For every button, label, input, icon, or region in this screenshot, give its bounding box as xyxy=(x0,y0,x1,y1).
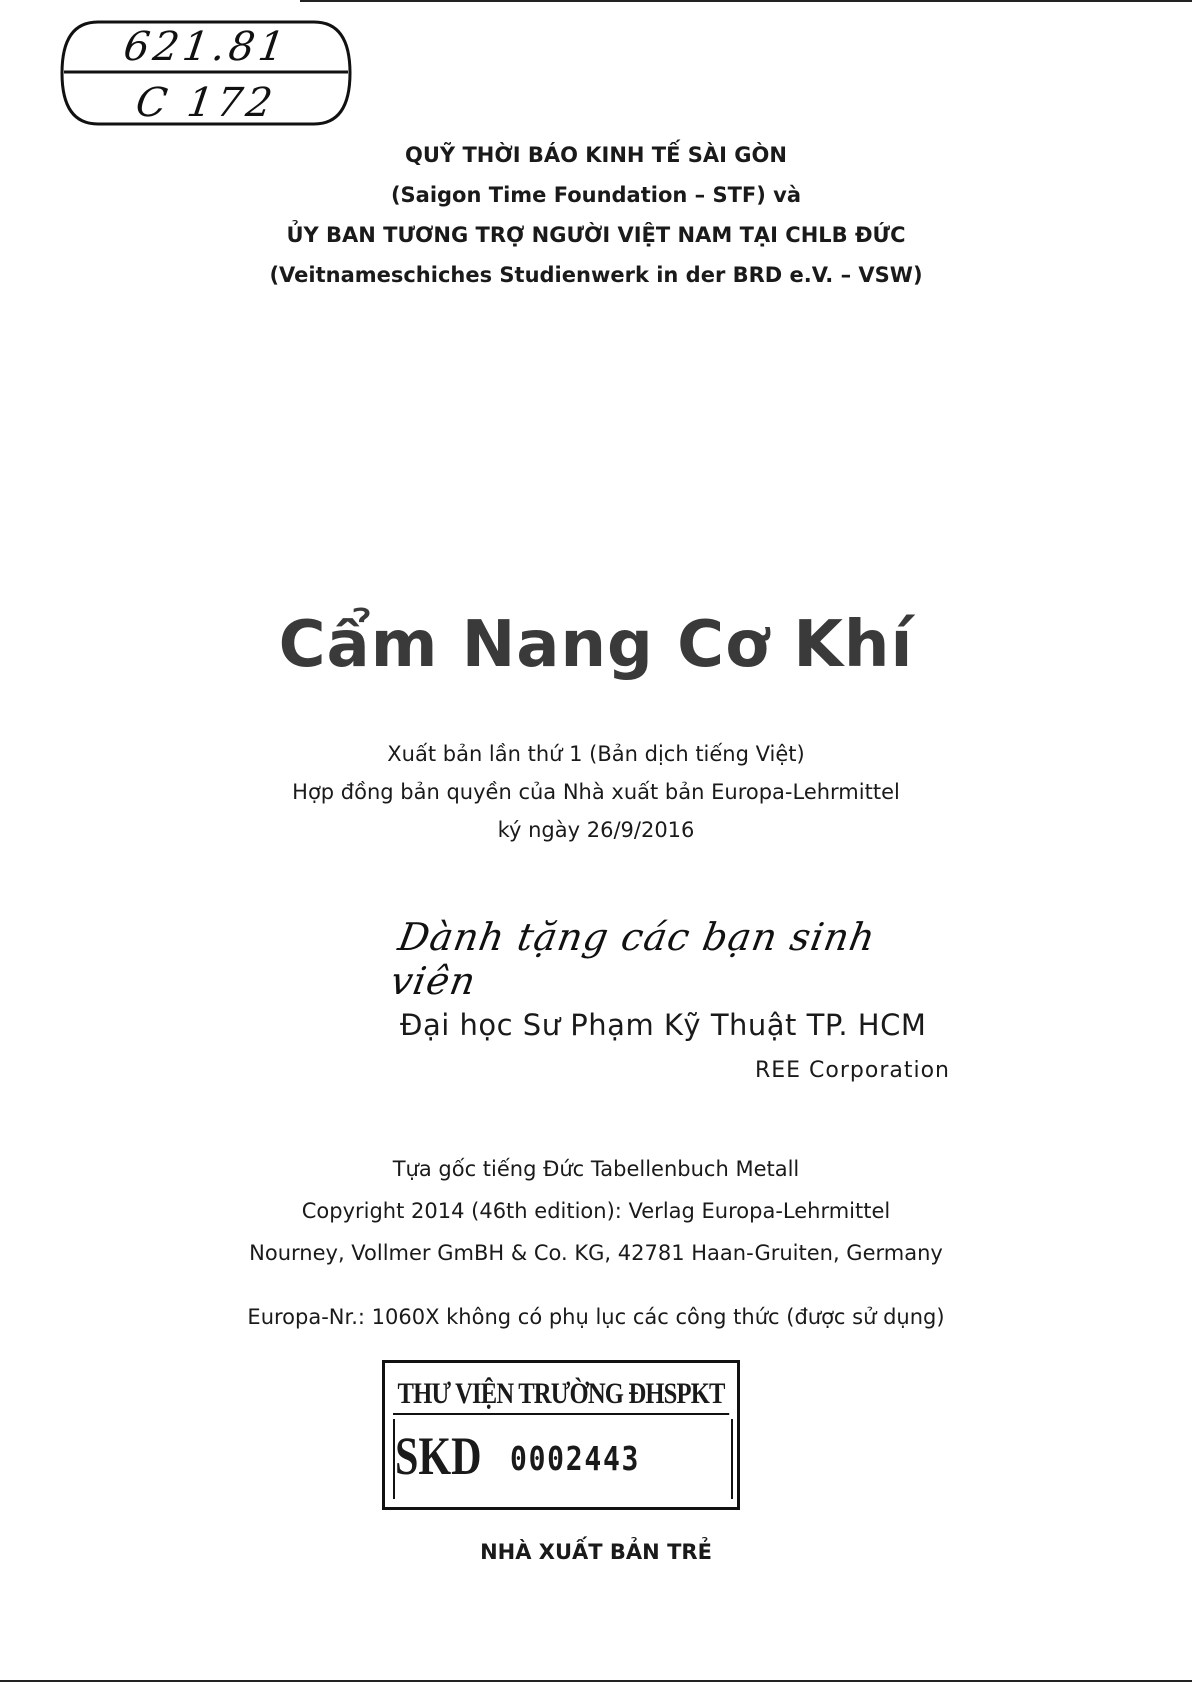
scan-edge-bottom xyxy=(0,1680,1192,1682)
organizations-block xyxy=(0,135,1192,295)
original-line-1: Tựa gốc tiếng Đức Tabellenbuch Metall xyxy=(392,1157,800,1181)
edition-line-2: Hợp đồng bản quyền của Nhà xuất bản Europa-Lehrmittel xyxy=(292,780,900,804)
handwritten-dedication: Dành tặng các bạn sinh viên xyxy=(387,915,880,1003)
call-number-cutter: C 172 xyxy=(132,80,280,126)
org-line-4: (Veitnameschiches Studienwerk in der BRD e.V. – VSW) xyxy=(269,263,923,287)
original-line-2: Copyright 2014 (46th edition): Verlag Europa-Lehrmittel xyxy=(301,1199,891,1223)
europa-number-note: Europa-Nr.: 1060X không có phụ lục các công thức (được sử dụng) xyxy=(247,1305,945,1329)
call-number-class: 621.81 xyxy=(120,24,292,70)
call-number-stamp xyxy=(58,18,354,128)
original-title-block xyxy=(0,1148,1192,1274)
publisher-name: NHÀ XUẤT BẢN TRẺ xyxy=(480,1540,712,1564)
edition-line-1: Xuất bản lần thứ 1 (Bản dịch tiếng Việt) xyxy=(387,742,805,766)
library-stamp xyxy=(382,1360,740,1510)
university-name: Đại học Sư Phạm Kỹ Thuật TP. HCM xyxy=(400,1008,927,1042)
library-stamp-header: THƯ VIỆN TRƯỜNG ĐHSPKT xyxy=(393,1375,729,1415)
edition-block xyxy=(0,735,1192,849)
library-stamp-code: SKD xyxy=(395,1426,482,1486)
original-line-3: Nourney, Vollmer GmBH & Co. KG, 42781 Haan-Gruiten, Germany xyxy=(249,1241,943,1265)
library-stamp-number: 0002443 xyxy=(510,1439,641,1478)
edition-line-3: ký ngày 26/9/2016 xyxy=(497,818,695,842)
org-line-1: QUỸ THỜI BÁO KINH TẾ SÀI GÒN xyxy=(405,143,787,167)
company-name: REE Corporation xyxy=(754,1058,950,1083)
book-title: Cẩm Nang Cơ Khí xyxy=(278,608,914,682)
org-line-2: (Saigon Time Foundation – STF) và xyxy=(390,183,802,207)
org-line-3: ỦY BAN TƯƠNG TRỢ NGƯỜI VIỆT NAM TẠI CHLB ĐỨC xyxy=(286,223,906,247)
scan-edge-top xyxy=(300,0,1192,2)
